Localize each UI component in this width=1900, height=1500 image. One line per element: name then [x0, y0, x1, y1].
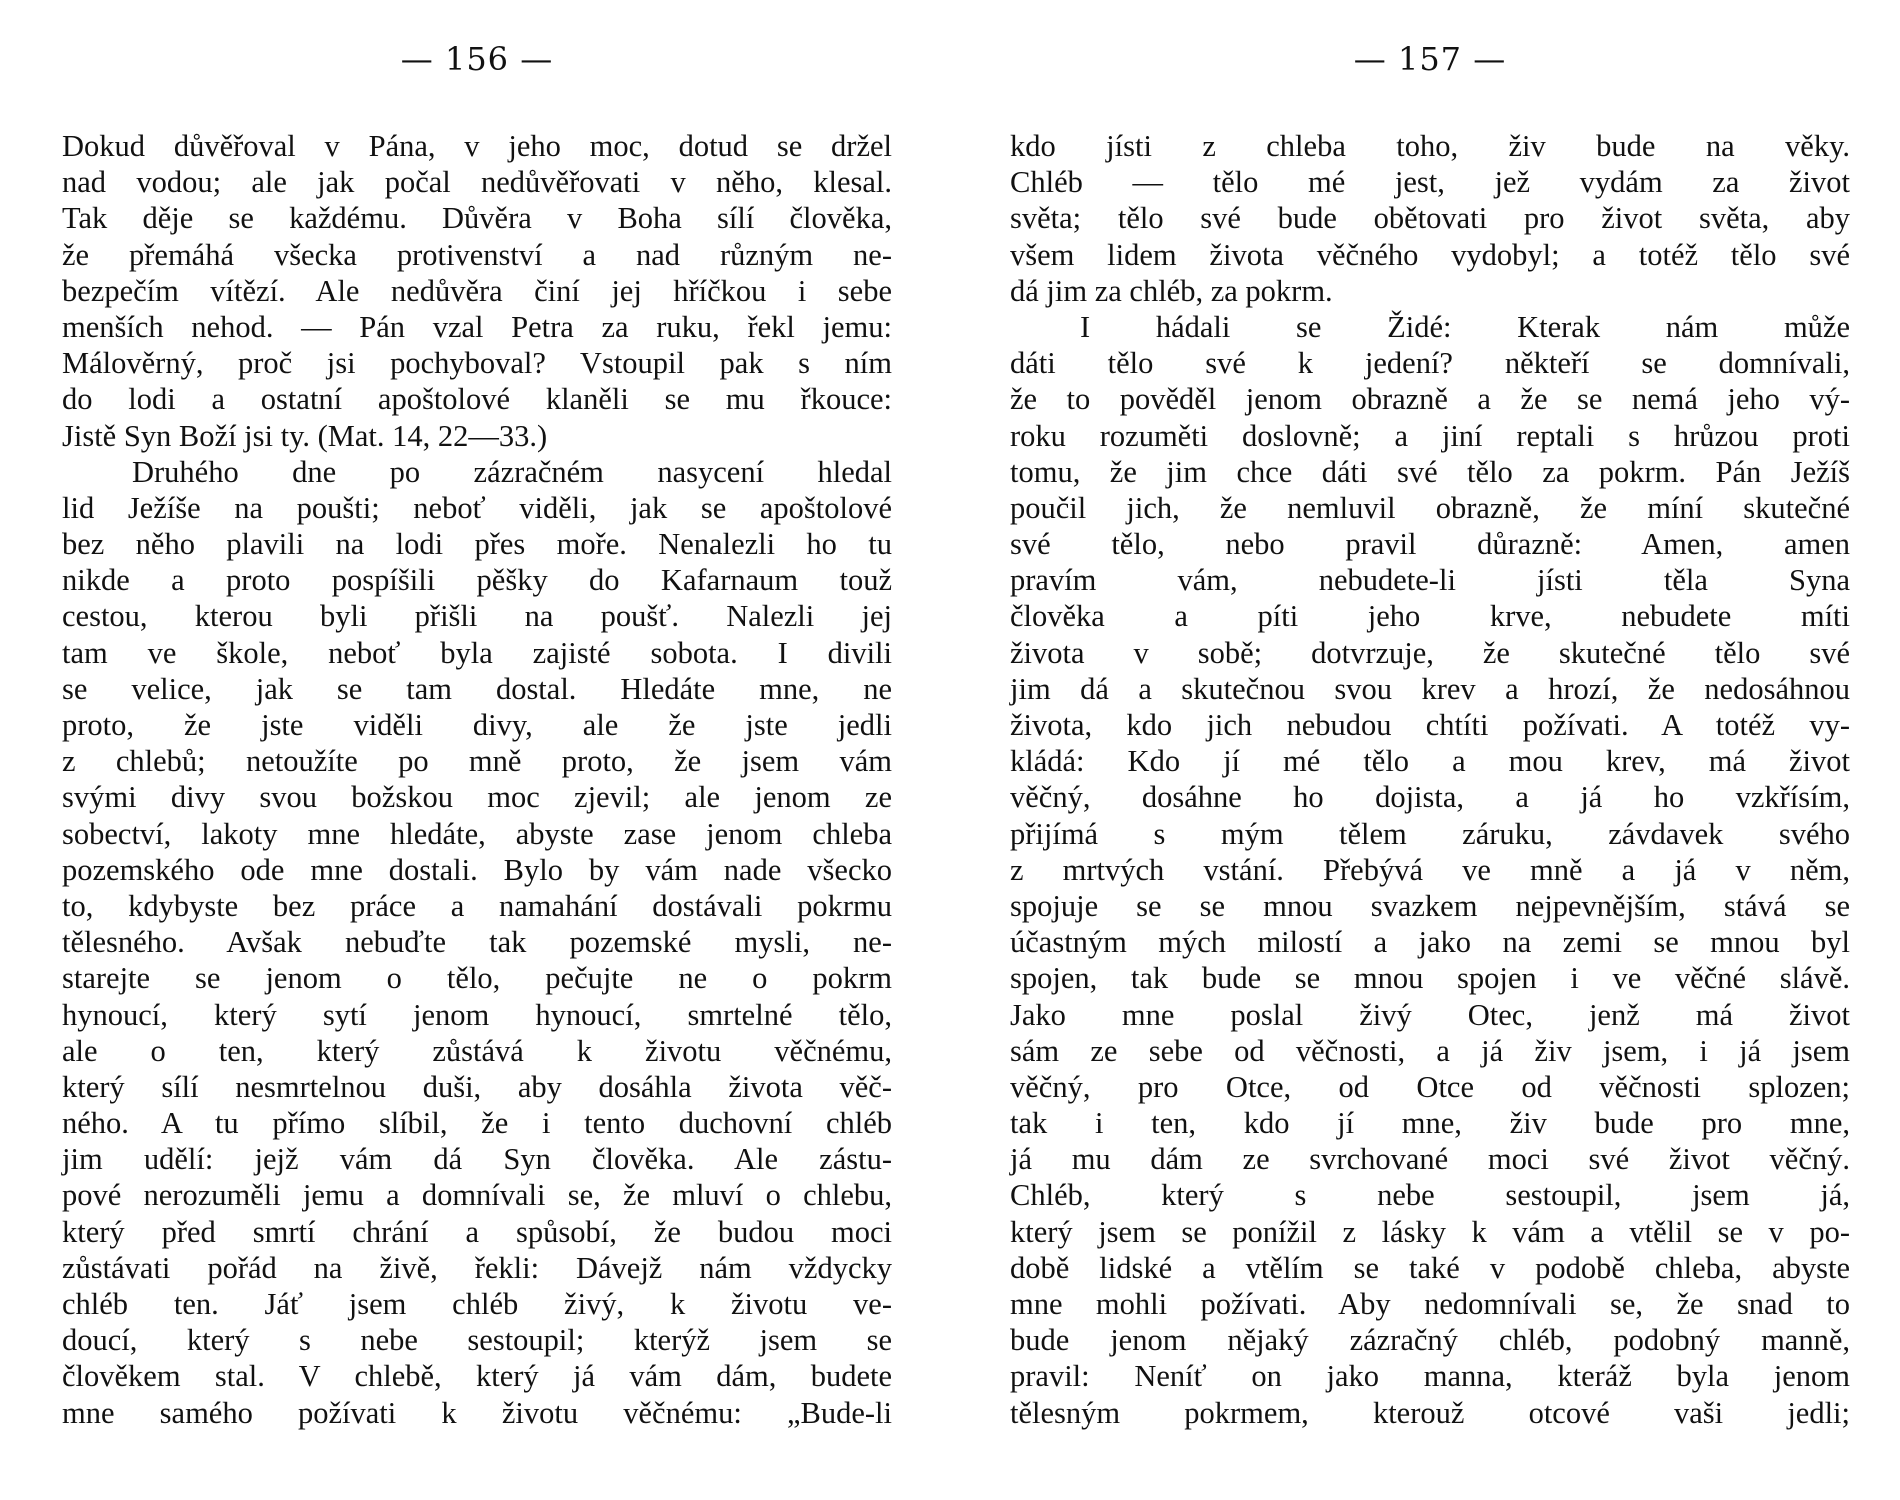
text-line: Druhého dne po zázračném nasycení hledal [132, 454, 892, 489]
text-line: dá jim za chléb, za pokrm. [1010, 273, 1333, 308]
text-line: pozemského ode mne dostali. Bylo by vám nade všecko [62, 852, 892, 887]
text-line: věčný, pro Otce, od Otce od věčnosti splozen; [1010, 1069, 1850, 1104]
text-line: života v sobě; dotvrzuje, že skutečné tělo své [1010, 635, 1850, 670]
text-line: bude jenom nějaký zázračný chléb, podobný manně, [1010, 1323, 1850, 1358]
text-line: všem lidem života věčného vydobyl; a totéž tělo své [1010, 237, 1850, 272]
text-line: se velice, jak se tam dostal. Hledáte mne, ne [62, 671, 892, 706]
text-line: světa; tělo své bude obětovati pro život světa, aby [1010, 201, 1850, 236]
text-line: spojen, tak bude se mnou spojen i ve věčné slávě. [1010, 961, 1850, 996]
text-line: člověkem stal. V chlebě, který já vám dám, budete [62, 1359, 892, 1394]
page-number-right: — 157 — [1353, 40, 1507, 78]
text-line: Tak děje se každému. Důvěra v Boha sílí člověka, [62, 201, 892, 236]
text-line: Dokud důvěřoval v Pána, v jeho moc, dotud se držel [62, 129, 892, 163]
right-page [1010, 0, 1850, 1500]
text-line: poučil jich, že nemluvil obrazně, že míní skutečné [1010, 490, 1850, 525]
text-line: Málověrný, proč jsi pochyboval? Vstoupil pak s ním [62, 346, 892, 381]
right-page-text [1010, 128, 1850, 1431]
text-line: Jistě Syn Boží jsi ty. (Mat. 14, 22—33.) [62, 418, 548, 453]
text-line: Jako mne poslal živý Otec, jenž má život [1010, 997, 1850, 1032]
text-line: lid Ježíše na poušti; neboť viděli, jak se apoštolové [62, 490, 892, 525]
text-line: sám ze sebe od věčnosti, a já živ jsem, i já jsem [1010, 1033, 1850, 1068]
text-line: tam ve škole, neboť byla zajisté sobota. I divili [62, 635, 892, 670]
text-line: roku rozuměti doslovně; a jiní reptali s hrůzou proti [1010, 418, 1850, 453]
text-line: kládá: Kdo jí mé tělo a mou krev, má život [1010, 744, 1850, 779]
left-page-text [62, 128, 892, 1431]
text-line: ného. A tu přímo slíbil, že i tento duchovní chléb [62, 1106, 892, 1141]
text-line: účastným mých milostí a jako na zemi se mnou byl [1010, 925, 1850, 960]
text-line: bezpečím vítězí. Ale nedůvěra činí jej hříčkou i sebe [62, 273, 892, 308]
text-line: do lodi a ostatní apoštolové klaněli se mu řkouce: [62, 382, 892, 417]
text-line: já mu dám ze svrchované moci své život věčný. [1010, 1142, 1850, 1177]
text-line: který jsem se ponížil z lásky k vám a vtělil se v po- [1010, 1214, 1850, 1249]
text-line: přijímá s mým tělem záruku, závdavek svého [1010, 816, 1850, 851]
text-line: pravím vám, nebudete-li jísti těla Syna [1010, 563, 1850, 598]
text-line: proto, že jste viděli divy, ale že jste jedli [62, 708, 892, 742]
text-line: bez něho plavili na lodi přes moře. Nenalezli ho tu [62, 527, 892, 562]
text-line: sobectví, lakoty mne hledáte, abyste zase jenom chleba [62, 816, 892, 851]
text-line: který před smrtí chrání a spůsobí, že budou moci [62, 1214, 892, 1249]
text-line: tělesného. Avšak nebuďte tak pozemské mysli, ne- [62, 925, 892, 960]
text-line: že přemáhá všecka protivenství a nad různým ne- [62, 237, 892, 272]
text-line: z chlebů; netoužíte po mně proto, že jsem vám [62, 744, 892, 779]
text-line: starejte se jenom o tělo, pečujte ne o pokrm [62, 961, 892, 996]
left-page [62, 0, 892, 1500]
text-line: ale o ten, který zůstává k životu věčnému, [62, 1033, 892, 1068]
text-line: doucí, který s nebe sestoupil; kterýž jsem se [62, 1323, 892, 1358]
text-line: menších nehod. — Pán vzal Petra za ruku, řekl jemu: [62, 309, 892, 344]
text-line: kdo jísti z chleba toho, živ bude na věky. [1010, 129, 1850, 163]
text-line: který sílí nesmrtelnou duši, aby dosáhla života věč- [62, 1069, 892, 1104]
text-line: I hádali se Židé: Kterak nám může [1080, 309, 1850, 344]
text-line: jim dá a skutečnou svou krev a hrozí, že nedosáhnou [1010, 671, 1850, 706]
text-line: to, kdybyste bez práce a namahání dostávali pokrmu [62, 888, 892, 923]
text-line: Chléb, který s nebe sestoupil, jsem já, [1010, 1178, 1850, 1213]
text-line: pravil: Neníť on jako manna, kteráž byla jenom [1010, 1359, 1850, 1394]
text-line: pové nerozuměli jemu a domnívali se, že mluví o chlebu, [62, 1178, 892, 1213]
text-line: době lidské a vtělím se také v podobě chleba, abyste [1010, 1250, 1850, 1285]
text-line: jim udělí: jejž vám dá Syn člověka. Ale zástu- [62, 1142, 892, 1177]
text-line: z mrtvých vstání. Přebývá ve mně a já v něm, [1010, 852, 1850, 887]
text-line: chléb ten. Jáť jsem chléb živý, k životu ve- [62, 1287, 892, 1321]
text-line: své tělo, nebo pravil důrazně: Amen, amen [1010, 527, 1850, 562]
text-line: mne samého požívati k životu věčnému: „Bude-li [62, 1395, 892, 1430]
text-line: mne mohli požívati. Aby nedomnívali se, že snad to [1010, 1287, 1850, 1321]
text-line: že to pověděl jenom obrazně a že se nemá jeho vý- [1010, 382, 1850, 417]
text-line: tělesným pokrmem, kterouž otcové vaši jedli; [1010, 1395, 1850, 1430]
text-line: hynoucí, který sytí jenom hynoucí, smrtelné tělo, [62, 997, 892, 1032]
text-line: věčný, dosáhne ho dojista, a já ho vzkřísím, [1010, 780, 1850, 815]
text-line: člověka a píti jeho krve, nebudete míti [1010, 599, 1850, 634]
text-line: života, kdo jich nebudou chtíti požívati. A totéž vy- [1010, 708, 1850, 742]
page-number-left: — 156 — [400, 40, 554, 78]
text-line: nad vodou; ale jak počal nedůvěřovati v něho, klesal. [62, 165, 892, 200]
text-line: nikde a proto pospíšili pěšky do Kafarnaum touž [62, 563, 892, 598]
text-line: tomu, že jim chce dáti své tělo za pokrm. Pán Ježíš [1010, 454, 1850, 489]
text-line: cestou, kterou byli přišli na poušť. Nalezli jej [62, 599, 892, 634]
text-line: Chléb — tělo mé jest, jež vydám za život [1010, 165, 1850, 200]
text-line: tak i ten, kdo jí mne, živ bude pro mne, [1010, 1106, 1850, 1141]
text-line: dáti tělo své k jedení? někteří se domnívali, [1010, 346, 1850, 381]
text-line: zůstávati pořád na živě, řekli: Dávejž nám vždycky [62, 1250, 892, 1285]
text-line: svými divy svou božskou moc zjevil; ale jenom ze [62, 780, 892, 815]
text-line: spojuje se se mnou svazkem nejpevnějším, stává se [1010, 888, 1850, 923]
